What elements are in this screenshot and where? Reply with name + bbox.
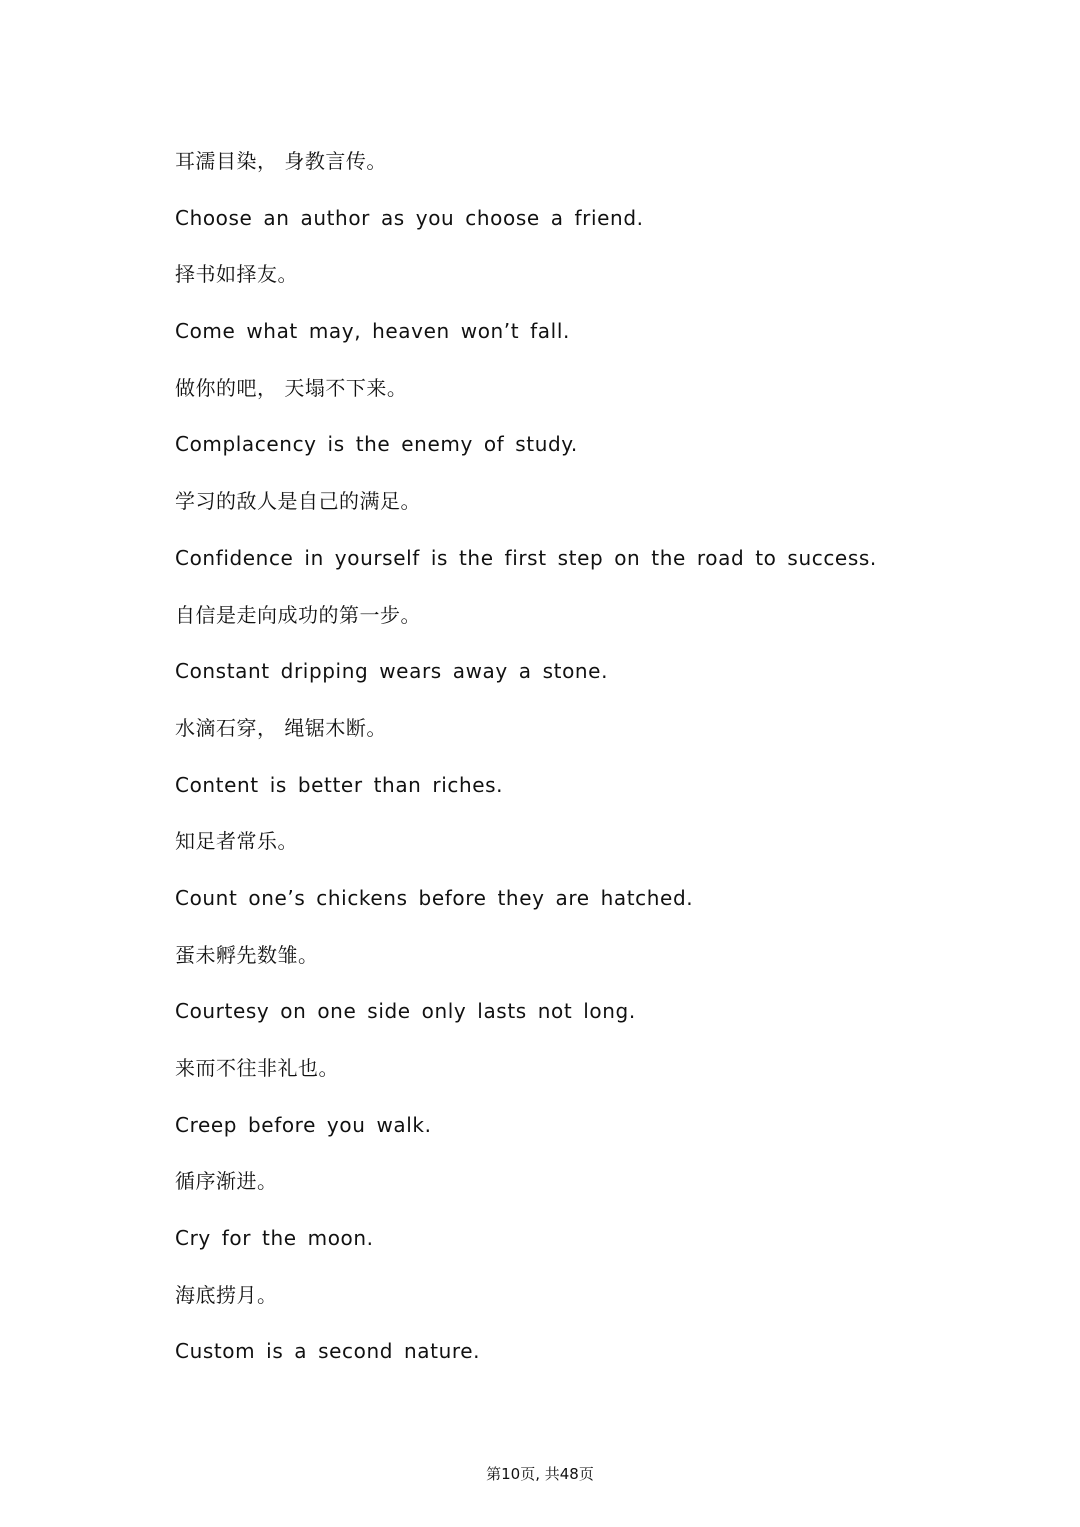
proverb-line: Courtesy on one side only lasts not long. <box>175 999 636 1024</box>
proverb-line: 知足者常乐。 <box>175 829 298 854</box>
proverb-line: Count one’s chickens before they are hatched. <box>175 885 694 910</box>
proverb-line: 自信是走向成功的第一步。 <box>175 602 421 627</box>
proverb-line: 循序渐进。 <box>175 1169 278 1194</box>
proverb-line: 海底捞月。 <box>175 1282 278 1307</box>
proverb-line: Cry for the moon. <box>175 1226 374 1251</box>
proverb-line: Custom is a second nature. <box>175 1339 481 1364</box>
proverb-line: Come what may, heaven won’t fall. <box>175 319 570 344</box>
proverb-line: Content is better than riches. <box>175 772 504 797</box>
proverb-line: Creep before you walk. <box>175 1112 432 1137</box>
proverb-line: 做你的吧， 天塌不下来。 <box>175 375 408 400</box>
proverb-line: 耳濡目染， 身教言传。 <box>175 149 387 173</box>
proverb-line: Choose an author as you choose a friend. <box>175 205 644 230</box>
proverb-list <box>175 139 1035 1386</box>
proverb-line: 学习的敌人是自己的满足。 <box>175 489 421 514</box>
proverb-line: Complacency is the enemy of study. <box>175 432 578 457</box>
proverb-line: 水滴石穿， 绳锯木断。 <box>175 715 387 740</box>
proverb-line: 来而不往非礼也。 <box>175 1056 339 1080</box>
proverb-line: 蛋未孵先数雏。 <box>175 942 319 967</box>
page-number-footer: 第10页, 共48页 <box>486 1465 594 1483</box>
proverb-line: Confidence in yourself is the first step on the road to success. <box>175 545 877 570</box>
proverb-line: Constant dripping wears away a stone. <box>175 659 609 684</box>
proverb-line: 择书如择友。 <box>175 262 298 287</box>
